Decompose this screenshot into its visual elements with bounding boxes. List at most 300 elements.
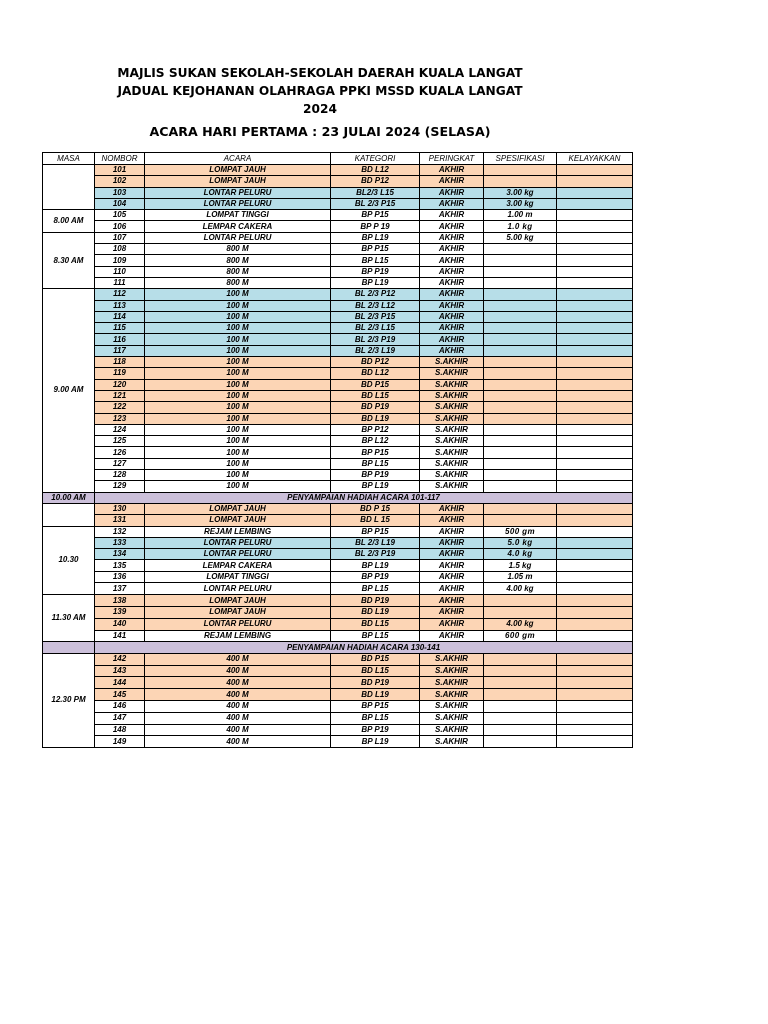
acara-cell: 100 M [145,458,331,469]
kategori-cell: BP L12 [331,436,420,447]
table-row [43,515,633,526]
acara-cell: 400 M [145,700,331,712]
table-row [43,390,633,401]
spesifikasi-cell [484,165,557,176]
nombor-cell: 121 [95,390,145,401]
kategori-cell: BD L19 [331,607,420,619]
kategori-cell: BL 2/3 L12 [331,300,420,311]
peringkat-cell: AKHIR [420,618,484,630]
kategori-cell: BP L15 [331,458,420,469]
table-row [43,607,633,619]
spesifikasi-cell: 3.00 kg [484,198,557,209]
acara-cell: 100 M [145,334,331,345]
spesifikasi-cell: 3.00 kg [484,187,557,198]
table-row [43,503,633,514]
kelayakkan-cell [557,379,633,390]
spesifikasi-cell [484,712,557,724]
spesifikasi-cell [484,289,557,300]
spesifikasi-cell [484,266,557,277]
masa-cell: 10.00 AM [43,492,95,503]
spesifikasi-cell [484,458,557,469]
kategori-cell: BD L19 [331,689,420,701]
kelayakkan-cell [557,700,633,712]
kelayakkan-cell [557,470,633,481]
peringkat-cell: AKHIR [420,176,484,187]
table-row [43,402,633,413]
nombor-cell: 123 [95,413,145,424]
col-header-masa: MASA [43,153,95,165]
acara-cell: 400 M [145,653,331,665]
table-row [43,630,633,642]
kategori-cell: BL 2/3 L19 [331,345,420,356]
kelayakkan-cell [557,583,633,595]
kategori-cell: BL2/3 L15 [331,187,420,198]
kategori-cell: BP L15 [331,583,420,595]
kelayakkan-cell [557,436,633,447]
kelayakkan-cell [557,571,633,583]
acara-cell: 100 M [145,481,331,492]
peringkat-cell: S.AKHIR [420,665,484,677]
acara-cell: 100 M [145,413,331,424]
kelayakkan-cell [557,712,633,724]
kategori-cell: BP L19 [331,736,420,748]
kelayakkan-cell [557,221,633,232]
kategori-cell: BL 2/3 P19 [331,334,420,345]
masa-cell: 10.30 [43,526,95,595]
kelayakkan-cell [557,300,633,311]
peringkat-cell: S.AKHIR [420,677,484,689]
acara-cell: LONTAR PELURU [145,537,331,548]
table-row [43,266,633,277]
nombor-cell: 107 [95,232,145,243]
kelayakkan-cell [557,323,633,334]
table-header-row [43,153,633,165]
kelayakkan-cell [557,526,633,537]
kelayakkan-cell [557,537,633,548]
acara-cell: 100 M [145,379,331,390]
kelayakkan-cell [557,210,633,221]
nombor-cell: 122 [95,402,145,413]
kategori-cell: BD P15 [331,379,420,390]
kelayakkan-cell [557,187,633,198]
acara-cell: LEMPAR CAKERA [145,221,331,232]
nombor-cell: 108 [95,244,145,255]
kategori-cell: BP L19 [331,481,420,492]
kelayakkan-cell [557,357,633,368]
acara-cell: 400 M [145,712,331,724]
spesifikasi-cell [484,653,557,665]
acara-cell: 400 M [145,689,331,701]
peringkat-cell: AKHIR [420,210,484,221]
col-header-peringkat: PERINGKAT [420,153,484,165]
masa-cell: 8.00 AM [43,210,95,233]
masa-cell: 11.30 AM [43,595,95,642]
acara-cell: LONTAR PELURU [145,232,331,243]
peringkat-cell: S.AKHIR [420,653,484,665]
acara-cell: LONTAR PELURU [145,618,331,630]
acara-cell: LONTAR PELURU [145,187,331,198]
peringkat-cell: AKHIR [420,244,484,255]
kelayakkan-cell [557,402,633,413]
nombor-cell: 143 [95,665,145,677]
table-row [43,653,633,665]
table-row [43,255,633,266]
spesifikasi-cell: 600 gm [484,630,557,642]
acara-cell: 100 M [145,470,331,481]
spesifikasi-cell [484,607,557,619]
table-row [43,618,633,630]
kategori-cell: BP L15 [331,712,420,724]
peringkat-cell: S.AKHIR [420,447,484,458]
spesifikasi-cell [484,311,557,322]
acara-cell: 100 M [145,311,331,322]
masa-cell [43,503,95,526]
nombor-cell: 105 [95,210,145,221]
nombor-cell: 139 [95,607,145,619]
kelayakkan-cell [557,665,633,677]
spesifikasi-cell [484,736,557,748]
spesifikasi-cell [484,176,557,187]
kategori-cell: BP P15 [331,244,420,255]
spesifikasi-cell: 500 gm [484,526,557,537]
nombor-cell: 102 [95,176,145,187]
kategori-cell: BP P19 [331,266,420,277]
table-row [43,689,633,701]
table-row [43,277,633,288]
peringkat-cell: AKHIR [420,289,484,300]
acara-cell: 400 M [145,724,331,736]
peringkat-cell: AKHIR [420,198,484,209]
nombor-cell: 128 [95,470,145,481]
nombor-cell: 106 [95,221,145,232]
spesifikasi-cell: 1.0 kg [484,221,557,232]
nombor-cell: 146 [95,700,145,712]
kategori-cell: BD L15 [331,618,420,630]
masa-cell [43,642,95,653]
kelayakkan-cell [557,424,633,435]
kategori-cell: BP P15 [331,447,420,458]
acara-cell: 100 M [145,323,331,334]
peringkat-cell: AKHIR [420,221,484,232]
ceremony-text: PENYAMPAIAN HADIAH ACARA 101-117 [95,492,633,503]
spesifikasi-cell [484,424,557,435]
table-row [43,300,633,311]
acara-cell: LOMPAT JAUH [145,165,331,176]
kelayakkan-cell [557,607,633,619]
col-header-acara: ACARA [145,153,331,165]
kelayakkan-cell [557,724,633,736]
peringkat-cell: AKHIR [420,630,484,642]
table-row [43,221,633,232]
table-row [43,357,633,368]
acara-cell: 400 M [145,677,331,689]
acara-cell: REJAM LEMBING [145,526,331,537]
peringkat-cell: S.AKHIR [420,402,484,413]
table-row [43,724,633,736]
acara-cell: LOMPAT JAUH [145,595,331,607]
peringkat-cell: AKHIR [420,300,484,311]
nombor-cell: 101 [95,165,145,176]
spesifikasi-cell: 1.00 m [484,210,557,221]
peringkat-cell: S.AKHIR [420,724,484,736]
table-row [43,583,633,595]
kategori-cell: BD P15 [331,653,420,665]
title-line-3: 2024 [303,102,337,116]
nombor-cell: 112 [95,289,145,300]
table-row [43,345,633,356]
table-row [43,560,633,571]
nombor-cell: 144 [95,677,145,689]
kategori-cell: BD P 15 [331,503,420,514]
table-row [43,413,633,424]
kelayakkan-cell [557,390,633,401]
kelayakkan-cell [557,503,633,514]
kelayakkan-cell [557,481,633,492]
kategori-cell: BP P15 [331,210,420,221]
table-row [43,665,633,677]
nombor-cell: 114 [95,311,145,322]
acara-cell: 800 M [145,255,331,266]
kelayakkan-cell [557,176,633,187]
ceremony-row [43,492,633,503]
document-header [0,64,640,141]
nombor-cell: 132 [95,526,145,537]
nombor-cell: 117 [95,345,145,356]
spesifikasi-cell [484,677,557,689]
spesifikasi-cell [484,323,557,334]
acara-cell: LONTAR PELURU [145,549,331,560]
acara-cell: 100 M [145,345,331,356]
peringkat-cell: S.AKHIR [420,736,484,748]
table-row [43,470,633,481]
nombor-cell: 109 [95,255,145,266]
table-row [43,379,633,390]
peringkat-cell: S.AKHIR [420,712,484,724]
table-row [43,323,633,334]
nombor-cell: 113 [95,300,145,311]
kelayakkan-cell [557,232,633,243]
acara-cell: 800 M [145,277,331,288]
table-row [43,712,633,724]
peringkat-cell: AKHIR [420,537,484,548]
kelayakkan-cell [557,736,633,748]
kelayakkan-cell [557,413,633,424]
acara-cell: 100 M [145,289,331,300]
spesifikasi-cell: 1.05 m [484,571,557,583]
acara-cell: LOMPAT JAUH [145,515,331,526]
spesifikasi-cell: 5.00 kg [484,232,557,243]
acara-cell: 100 M [145,300,331,311]
kelayakkan-cell [557,311,633,322]
table-row [43,289,633,300]
kategori-cell: BL 2/3 P15 [331,311,420,322]
spesifikasi-cell: 4.0 kg [484,549,557,560]
ceremony-text: PENYAMPAIAN HADIAH ACARA 130-141 [95,642,633,653]
table-row [43,537,633,548]
kategori-cell: BP P19 [331,571,420,583]
kelayakkan-cell [557,630,633,642]
spesifikasi-cell [484,300,557,311]
acara-cell: LONTAR PELURU [145,198,331,209]
acara-cell: LOMPAT TINGGI [145,210,331,221]
spesifikasi-cell [484,515,557,526]
spesifikasi-cell [484,595,557,607]
acara-cell: 400 M [145,736,331,748]
peringkat-cell: AKHIR [420,515,484,526]
peringkat-cell: S.AKHIR [420,368,484,379]
nombor-cell: 145 [95,689,145,701]
kategori-cell: BL 2/3 P15 [331,198,420,209]
kategori-cell: BD P19 [331,677,420,689]
acara-cell: 100 M [145,390,331,401]
kelayakkan-cell [557,560,633,571]
kelayakkan-cell [557,368,633,379]
schedule-body [43,165,633,748]
schedule-table [42,152,633,748]
spesifikasi-cell [484,665,557,677]
peringkat-cell: S.AKHIR [420,481,484,492]
nombor-cell: 103 [95,187,145,198]
peringkat-cell: AKHIR [420,323,484,334]
peringkat-cell: AKHIR [420,571,484,583]
kategori-cell: BP L19 [331,277,420,288]
acara-cell: 800 M [145,244,331,255]
col-header-nombor: NOMBOR [95,153,145,165]
kelayakkan-cell [557,653,633,665]
acara-cell: 100 M [145,357,331,368]
masa-cell: 12.30 PM [43,653,95,747]
kategori-cell: BD L 15 [331,515,420,526]
table-row [43,424,633,435]
kelayakkan-cell [557,198,633,209]
spesifikasi-cell: 4.00 kg [484,618,557,630]
table-row [43,311,633,322]
kategori-cell: BD L15 [331,665,420,677]
kelayakkan-cell [557,549,633,560]
kelayakkan-cell [557,618,633,630]
kelayakkan-cell [557,458,633,469]
peringkat-cell: AKHIR [420,232,484,243]
spesifikasi-cell [484,357,557,368]
kategori-cell: BD L12 [331,165,420,176]
table-row [43,481,633,492]
masa-cell [43,165,95,210]
acara-cell: LOMPAT JAUH [145,503,331,514]
kategori-cell: BL 2/3 L15 [331,323,420,334]
table-row [43,368,633,379]
acara-cell: 100 M [145,368,331,379]
ceremony-row [43,642,633,653]
kelayakkan-cell [557,244,633,255]
spesifikasi-cell [484,470,557,481]
nombor-cell: 130 [95,503,145,514]
peringkat-cell: S.AKHIR [420,436,484,447]
table-row [43,736,633,748]
table-row [43,549,633,560]
kategori-cell: BP P12 [331,424,420,435]
kategori-cell: BP P15 [331,700,420,712]
nombor-cell: 111 [95,277,145,288]
table-row [43,571,633,583]
spesifikasi-cell [484,436,557,447]
spesifikasi-cell [484,368,557,379]
nombor-cell: 127 [95,458,145,469]
nombor-cell: 115 [95,323,145,334]
spesifikasi-cell: 4.00 kg [484,583,557,595]
kategori-cell: BP L15 [331,255,420,266]
spesifikasi-cell [484,255,557,266]
kategori-cell: BD L15 [331,390,420,401]
spesifikasi-cell [484,277,557,288]
kelayakkan-cell [557,289,633,300]
peringkat-cell: S.AKHIR [420,458,484,469]
spesifikasi-cell [484,481,557,492]
nombor-cell: 148 [95,724,145,736]
peringkat-cell: AKHIR [420,266,484,277]
table-row [43,232,633,243]
peringkat-cell: AKHIR [420,255,484,266]
nombor-cell: 135 [95,560,145,571]
peringkat-cell: AKHIR [420,187,484,198]
kelayakkan-cell [557,447,633,458]
spesifikasi-cell: 1.5 kg [484,560,557,571]
kategori-cell: BP P 19 [331,221,420,232]
table-row [43,436,633,447]
nombor-cell: 140 [95,618,145,630]
table-row [43,198,633,209]
spesifikasi-cell [484,379,557,390]
acara-cell: LOMPAT TINGGI [145,571,331,583]
spesifikasi-cell [484,244,557,255]
peringkat-cell: AKHIR [420,503,484,514]
title-line-1: MAJLIS SUKAN SEKOLAH-SEKOLAH DAERAH KUALA LANGAT [117,66,523,80]
spesifikasi-cell [484,700,557,712]
peringkat-cell: S.AKHIR [420,390,484,401]
title-line-2: JADUAL KEJOHANAN OLAHRAGA PPKI MSSD KUALA LANGAT [117,84,523,98]
table-row [43,210,633,221]
table-row [43,187,633,198]
peringkat-cell: AKHIR [420,345,484,356]
table-row [43,458,633,469]
spesifikasi-cell [484,689,557,701]
masa-cell: 9.00 AM [43,289,95,492]
table-row [43,700,633,712]
kelayakkan-cell [557,595,633,607]
nombor-cell: 149 [95,736,145,748]
peringkat-cell: AKHIR [420,583,484,595]
col-header-kategori: KATEGORI [331,153,420,165]
nombor-cell: 141 [95,630,145,642]
acara-cell: LEMPAR CAKERA [145,560,331,571]
spesifikasi-cell [484,724,557,736]
acara-cell: REJAM LEMBING [145,630,331,642]
kelayakkan-cell [557,266,633,277]
table-row [43,595,633,607]
kategori-cell: BP L15 [331,630,420,642]
table-row [43,176,633,187]
spesifikasi-cell [484,402,557,413]
peringkat-cell: AKHIR [420,560,484,571]
kategori-cell: BD L19 [331,413,420,424]
nombor-cell: 134 [95,549,145,560]
col-header-spesifikasi: SPESIFIKASI [484,153,557,165]
spesifikasi-cell [484,413,557,424]
nombor-cell: 125 [95,436,145,447]
table-row [43,526,633,537]
nombor-cell: 116 [95,334,145,345]
nombor-cell: 147 [95,712,145,724]
kelayakkan-cell [557,334,633,345]
